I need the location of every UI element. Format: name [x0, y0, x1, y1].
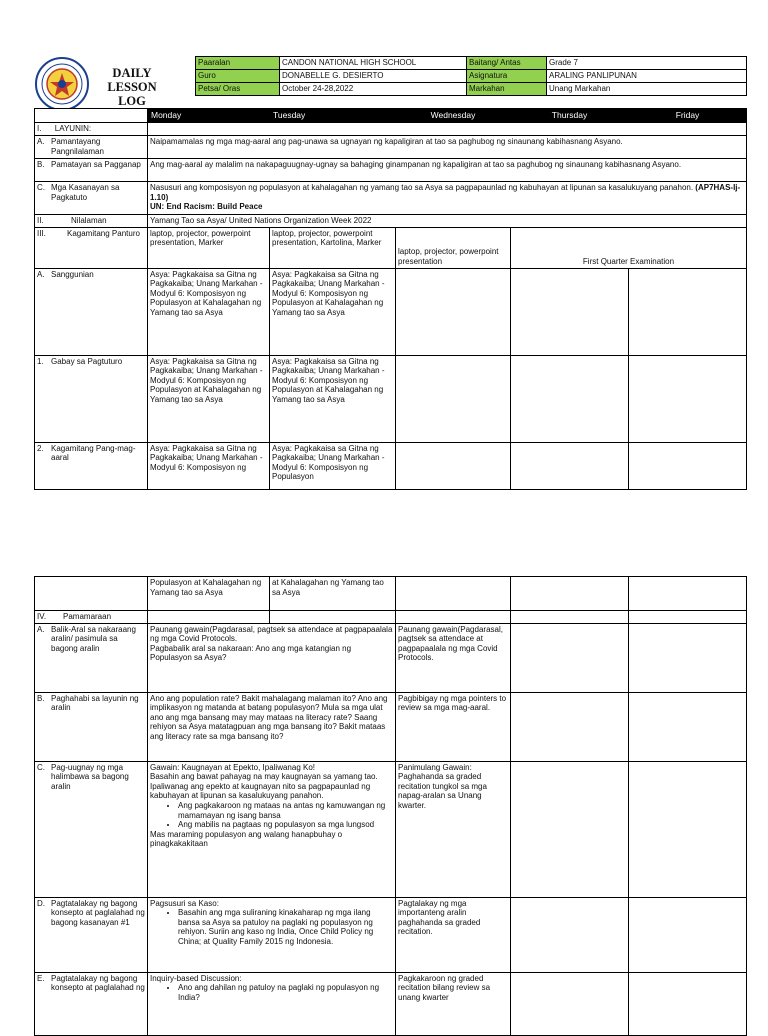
title-line-1: DAILY LESSON	[107, 66, 157, 94]
gabay-label: Gabay sa Pagtuturo	[51, 356, 123, 366]
pagtatalakay-2-label: Pagtatalakay ng bagong konsepto at paglalahad ng	[51, 973, 145, 993]
day-wednesday: Wednesday	[396, 109, 511, 123]
pag-uugnay-gawain: Gawain: Kaugnayan at Epekto, Ipaliwanag Ko!	[150, 762, 315, 772]
blank-corner	[35, 109, 148, 123]
pagsusuri-bullet-1: • Basahin ang mga suliraning kinakaharap ng mga ilang bansa sa Asya sa patuloy na paglaki ng populasyon ng rehiyon. Suriin ang kaso ng India, Once Child Policy ng China; at Quality Family 2015 ng Indonesia.	[178, 908, 393, 946]
pag-uugnay-wednesday: Panimulang Gawain: Paghahanda sa graded recitation tungkol sa mga napag-aralan sa Unang kwarter.	[396, 761, 511, 897]
pagtatalakay-1-monday	[148, 897, 396, 972]
sanggunian-tuesday: Asya: Pagkakaisa sa Gitna ng Pagkakaiba; Unang Markahan - Modyul 6: Komposisyon ng Populasyon at Kahalagahan ng Yamang tao sa Asya	[270, 268, 396, 355]
inquiry-bullet-1: • Ano ang dahilan ng patuloy na paglaki ng populasyon ng India?	[178, 983, 393, 1002]
pamamaraan-label: Pamamaraan	[63, 612, 112, 621]
row-num: IV.	[37, 612, 47, 621]
row-num: III.	[37, 228, 46, 238]
pamantayan-sa-pagganap-label: Pamatayan sa Pagganap	[51, 160, 141, 169]
paghahabi-monday: Ano ang population rate? Bakit mahalagang malaman ito? Ano ang implikasyon ng matanda at batang populasyon? Mula sa mga ulat ano ang mga bansang may may mataas na literacy rate? Saang rehiyon sa Asya matatagpuan ang mga bansang ito? Bakit mataas ang literacy rate sa mga bansang ito?	[148, 692, 396, 761]
gabay-tuesday: Asya: Pagkakaisa sa Gitna ng Pagkakaiba; Unang Markahan - Modyul 6: Komposisyon ng Populasyon at Kahalagahan ng Yamang tao sa Asya	[270, 355, 396, 442]
lesson-log-table-page-2	[34, 576, 747, 1036]
header-info-table	[195, 56, 747, 96]
baitang-value: Grade 7	[547, 57, 747, 70]
row-num: B.	[37, 160, 45, 169]
continuation-monday: Populasyon at Kahalagahan ng Yamang tao sa Asya	[148, 577, 270, 611]
pamantayan-sa-pagganap-text: Ang mag-aaral ay malalim na nakapaguugnay-ugnay sa bahaging ginampanan ng kapaligiran at tao sa paghubog ng sinaunang kabihasnang Asyano.	[148, 159, 747, 182]
paghahabi-label: Paghahabi sa layunin ng aralin	[51, 693, 139, 713]
pag-uugnay-monday	[148, 761, 396, 897]
row-num: 2.	[37, 443, 44, 453]
balik-aral-monday	[148, 623, 396, 692]
pagtatalakay-2-wednesday: Pagkakaroon ng graded recitation bilang review sa unang kwarter	[396, 972, 511, 1035]
panturo-tuesday: laptop, projector, powerpoint presentation, Kartolina, Marker	[270, 227, 396, 268]
inquiry-heading: Inquiry-based Discussion:	[150, 973, 242, 983]
row-num: D.	[37, 898, 45, 908]
nilalaman-label: Nilalaman	[71, 216, 107, 225]
mag-aaral-monday: Asya: Pagkakaisa sa Gitna ng Pagkakaiba; Unang Markahan - Modyul 6: Komposisyon ng	[148, 442, 270, 489]
markahan-label: Markahan	[467, 83, 547, 96]
row-num: II.	[37, 216, 44, 225]
day-friday: Friday	[629, 109, 747, 123]
pagtatalakay-1-label: Pagtatalakay ng bagong konsepto at paglalahad ng bagong kasanayan #1	[51, 898, 145, 927]
asignatura-value: ARALING PANLIPUNAN	[547, 70, 747, 83]
kasanayan-code: (AP7HAS-Ij-1.10)	[150, 183, 741, 202]
lesson-log-table-page-1	[34, 108, 747, 490]
document-title	[96, 66, 168, 108]
panturo-wednesday: laptop, projector, powerpoint presentation	[396, 227, 511, 268]
markahan-value: Unang Markahan	[547, 83, 747, 96]
pagtatalakay-2-monday	[148, 972, 396, 1035]
kasanayan-cell	[148, 182, 747, 215]
un-theme: UN: End Racism: Build Peace	[150, 202, 263, 212]
panturo-friday: First Quarter Examination	[511, 227, 747, 268]
continuation-tuesday: at Kahalagahan ng Yamang tao sa Asya	[270, 577, 396, 611]
sanggunian-label: Sanggunian	[51, 269, 94, 279]
guro-label: Guro	[196, 70, 280, 83]
row-num: E.	[37, 973, 45, 983]
mag-aaral-tuesday: Asya: Pagkakaisa sa Gitna ng Pagkakaiba; Unang Markahan - Modyul 6: Komposisyon ng Populasyon	[270, 442, 396, 489]
pamantayang-pangnilalaman-text: Naipamamalas ng mga mag-aaral ang pag-unawa sa ugnayan ng kapaligiran at tao sa paghubog ng sinaunang kabihasnang Asyano.	[148, 136, 747, 159]
kasanayan-label: Mga Kasanayan sa Pagkatuto	[51, 183, 120, 202]
sanggunian-monday: Asya: Pagkakaisa sa Gitna ng Pagkakaiba; Unang Markahan - Modyul 6: Komposisyon ng Populasyon at Kahalagahan ng Yamang tao sa Asya	[148, 268, 270, 355]
pag-uugnay-bullet-1: • Ang pagkakaroon ng mataas na antas ng kamuwangan ng mamamayan ng isang bansa	[178, 801, 393, 820]
paghahabi-wednesday: Pagbibigay ng mga pointers to review sa mga mag-aaral.	[396, 692, 511, 761]
deped-seal	[34, 56, 90, 112]
row-num: A.	[37, 269, 45, 279]
panturo-monday: laptop, projector, powerpoint presentation, Marker	[148, 227, 270, 268]
layunin-heading: I. LAYUNIN:	[35, 123, 148, 136]
row-num: A.	[37, 137, 45, 146]
row-num: C.	[37, 183, 45, 192]
petsa-label: Petsa/ Oras	[196, 83, 280, 96]
balik-aral-label: Balik-Aral sa nakaraang aralin/ pasimula sa bagong aralin	[51, 624, 136, 653]
day-thursday: Thursday	[511, 109, 629, 123]
row-num: 1.	[37, 356, 44, 366]
balik-aral-wednesday: Paunang gawain(Pagdarasal, pagtsek sa attendace at pagpapaalala ng mga Covid Protocols.	[396, 623, 511, 692]
pag-uugnay-bullet-2: • Ang mabilis na pagtaas ng populasyon sa mga lungsod	[178, 820, 393, 830]
paaralan-value: CANDON NATIONAL HIGH SCHOOL	[280, 57, 467, 70]
baitang-label: Baitang/ Antas	[467, 57, 547, 70]
kagamitang-panturo-label: Kagamitang Panturo	[67, 228, 140, 238]
pag-uugnay-instructions: Basahin ang bawat pahayag na may kaugnayan sa yamang tao. Ipaliwanag ang epekto at kaugnayan nito sa pagpapaunlad ng kabuhayan at lipunan sa kasalukuyang panahon.	[150, 772, 378, 801]
asignatura-label: Asignatura	[467, 70, 547, 83]
row-num: C.	[37, 762, 45, 772]
row-num: A.	[37, 624, 45, 634]
gabay-monday: Asya: Pagkakaisa sa Gitna ng Pagkakaiba; Unang Markahan - Modyul 6: Komposisyon ng Populasyon at Kahalagahan ng Yamang tao sa Asya	[148, 355, 270, 442]
nilalaman-text: Yamang Tao sa Asya/ United Nations Organization Week 2022	[148, 215, 747, 228]
pagsusuri-heading: Pagsusuri sa Kaso:	[150, 898, 219, 908]
title-line-2: LOG	[118, 94, 146, 108]
petsa-value: October 24-28,2022	[280, 83, 467, 96]
kagamitang-mag-aaral-label: Kagamitang Pang-mag-aaral	[51, 443, 136, 463]
day-tuesday: Tuesday	[270, 109, 396, 123]
pamantayang-pangnilalaman-label: Pamantayang Pangnilalaman	[51, 137, 104, 156]
kasanayan-text: Nasusuri ang komposisyon ng populasyon at kahalagahan ng yamang tao sa Asya sa pagpapaunlad ng kabuhayan at lipunan sa kasalukuyang panahon.	[150, 183, 694, 192]
pag-uugnay-statement: Mas maraming populasyon ang walang hanapbuhay o pinagkakakitaan	[150, 829, 343, 849]
pag-uugnay-label: Pag-uugnay ng mga halimbawa sa bagong aralin	[51, 762, 129, 791]
balik-aral-text-1: Paunang gawain(Pagdarasal, pagtsek sa attendace at pagpapaalala ng mga Covid Protocols.	[150, 624, 393, 644]
row-num: B.	[37, 693, 45, 703]
pagtatalakay-1-wednesday: Pagtalakay ng mga importanteng aralin paghahanda sa graded recitation.	[396, 897, 511, 972]
day-monday: Monday	[148, 109, 270, 123]
paaralan-label: Paaralan	[196, 57, 280, 70]
guro-value: DONABELLE G. DESIERTO	[280, 70, 467, 83]
balik-aral-text-2: Pagbabalik aral sa nakaraan: Ano ang mga katangian ng Populasyon sa Asya?	[150, 643, 352, 663]
